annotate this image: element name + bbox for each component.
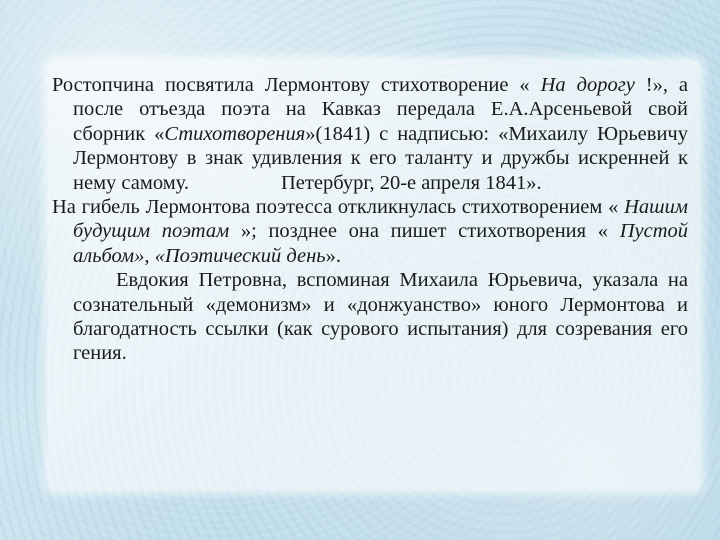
poem-title-poeticheskiy-den: «Поэтический день xyxy=(154,244,326,267)
text-run: »; позднее она пишет стихотворения « xyxy=(229,220,620,243)
dedication-signature: Петербург, 20-е апреля 1841». xyxy=(281,171,542,194)
poem-title-nashim-budushchim-poetam: Нашим будущим поэтам xyxy=(73,196,688,243)
text-run: »(1841) с надписью: «Михаилу Юрьевичу Лермонтову в знак удивления к его таланту и дружбы искренней к нему самому. xyxy=(73,122,688,194)
paragraph-response-to-death xyxy=(52,195,688,268)
slide-text xyxy=(52,73,688,366)
collection-title-stikhotvoreniya: Стихотворения xyxy=(164,122,306,145)
text-run: На гибель Лермонтова поэтесса откликнулась стихотворением « xyxy=(52,196,625,219)
paragraph-rostopchina-dedication xyxy=(52,73,688,195)
text-run: !», а после отъезда поэта на Кавказ передала Е.А.Арсеньевой свой сборник « xyxy=(73,74,688,145)
paragraph-recollection: Евдокия Петровна, вспоминая Михаила Юрьевича, указала на сознательный «демонизм» и «донжуанство» юного Лермонтова и благодатность ссылки (как сурового испытания) для созревания его гения. xyxy=(73,269,688,365)
poem-title-na-dorogu: На дорогу xyxy=(540,74,635,96)
text-run: Ростопчина посвятила Лермонтову стихотворение « xyxy=(52,74,541,96)
poem-title-pustoy-albom: Пустой альбом», xyxy=(73,220,688,267)
text-run: ». xyxy=(325,244,341,267)
